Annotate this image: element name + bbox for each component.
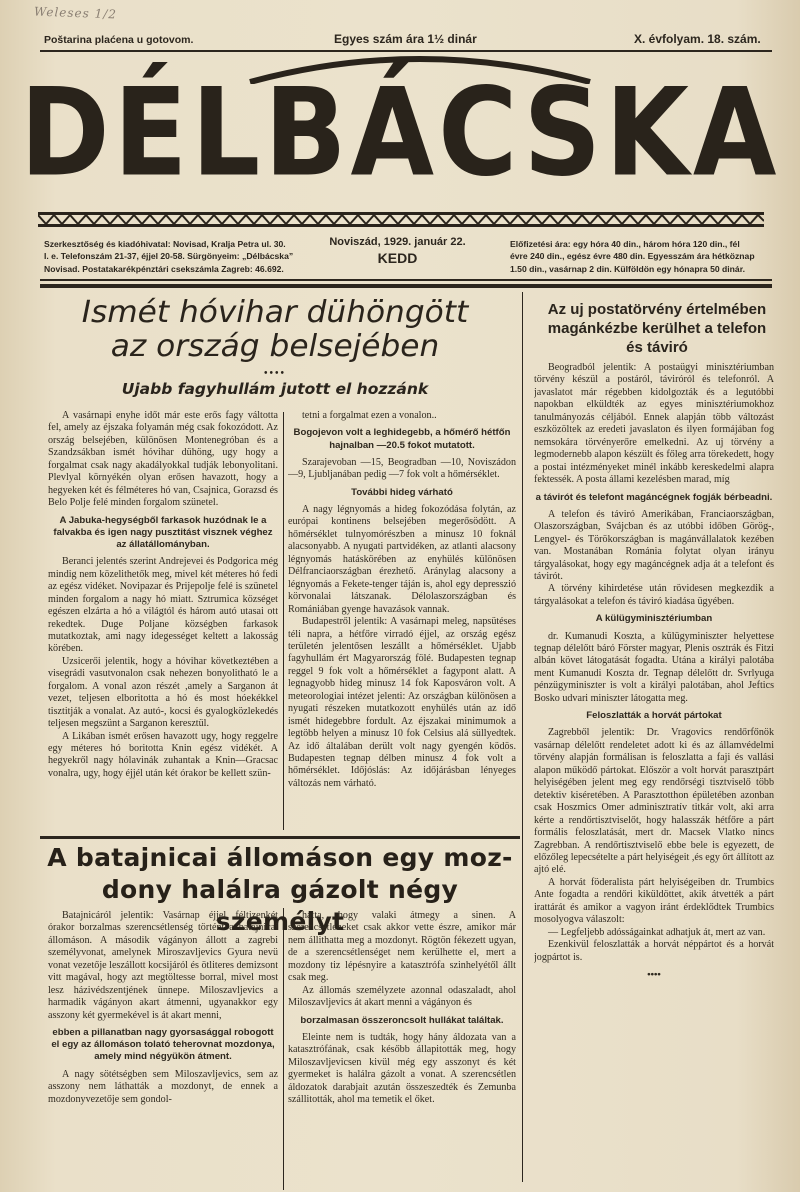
headline-1-line-2: az ország belsejében <box>110 329 440 364</box>
article-1-column-2 <box>288 410 516 832</box>
headline-1 <box>31 296 520 364</box>
date-box <box>290 236 505 266</box>
a1c2-paragraph-1: tetni a forgalmat ezen a vonalon.. <box>302 410 437 421</box>
right-headline <box>534 300 780 357</box>
right-headline-line-2: magánkézbe kerülhet a telefon <box>547 320 767 337</box>
editorial-line-3: Novisad. Postatakarékpénztári csekszámla Zagreb: 46.692. <box>44 263 284 274</box>
masthead-title: DÉLBÁCSKA <box>20 63 781 204</box>
subscription-line-1: Előfizetési ára: egy hóra 40 din., három hóra 120 din., fél <box>510 239 740 249</box>
a5-paragraph-2: A horvát föderalista párt helyiségeiben dr. Trumbics Ante fogadta a rendőri kiküldöttet, akik átvették a párt irattárát és amikor a vagyon iránt érdeklődtek Trumbics mosolyogva válaszolt: <box>534 876 774 926</box>
subscription-line-2: évre 240 din., egész évre 480 din. Egyesszám ára hétköznap <box>510 251 755 262</box>
editorial-info <box>44 238 304 275</box>
headline-2-line-2: dony halálra gázolt négy személyt <box>101 875 459 936</box>
headline-1-dots: •••• <box>263 368 286 379</box>
headline-1-line-1: Ismét hóvihar dühöngött <box>81 295 469 330</box>
a2c2-bold-heading-1: borzalmasan összeroncsolt hullákat találtak. <box>300 1014 504 1026</box>
article-2-column-1 <box>48 910 278 1186</box>
a1-paragraph-4: A Likában ismét erősen havazott ugy, hogy reggelre egy méteres hó boritotta Knin egész vidékét. A hegyekről nagy hólavinák zuhantak a Knin—Gracsac vonalra, ugy, hogy éjjél után két órakor be kellett szün- <box>48 730 278 779</box>
editorial-line-2: I. e. Telefonszám 21-37, éjjel 20-58. Sürgönyeim: „Délbácska” <box>44 251 294 262</box>
column-divider-bottom <box>283 908 284 1190</box>
a2-paragraph-2: A nagy sötétségben sem Miloszavljevics, sem az asszony nem láthatták a mozdonyt, de ennek a mozdonyvezetője sem gondol- <box>48 1068 278 1105</box>
editorial-line-1: Szerkesztőség és kiadóhivatal: Novisad, Kralja Petra ul. 30. <box>44 239 286 249</box>
right-headline-line-3: és táviró <box>626 339 688 356</box>
subheadline-1: Ujabb fagyhullám jutott el hozzánk <box>121 380 429 398</box>
a5-paragraph-1: Zagrebből jelentik: Dr. Vragovics rendőrfőnök vasárnap délelőtt rendeletet adott ki és az államvédelmi törvény alapján formálisan is feloszlatta a faji és vallási alapon működő pártokat. Először a volt horvát parasztpárt helyiségében jelent meg egy rendőrségi tisztviselő több detektiv kiséretében. A Parasztotthon épületében azonban csak Hoszmics Omer adminisztratív titkár volt, aki arra kérte a rendőrtisztviselőt, hogy halasszák hétfőre a párt formális feloszlatását, mert dr. Macsek Vlatko nincs Zagrebban. A rendőrtisztviselő ebbe bele is egyezett, de előzőleg lepecsételte a párt helyiségeit ,és egy őrt állított az ajtó elé. <box>534 727 774 876</box>
a1c2-bold-heading-2: További hideg várható <box>351 486 453 498</box>
article-2-column-2 <box>288 910 516 1186</box>
a1c2-paragraph-4: Budapestről jelentik: A vasárnapi meleg, napsütéses téli napra, a hétfőre virradó éjjel, az ország egész területén jelentősen leszállt a hőmérséklet. Ujabb fagyhullám ért Magyarország fölé. Budapesten tegnap reggel 9 fok volt a hőmérséklet a fagypont alatt. A legnagyobb hideg minusz 14 fok Kaposváron volt. A meteorologiai intézet jelenti: Az országban különösen a nyugati részeken mutatkozott enyhülés után az idő ismét hidegebbre fordult. Az éjszakai minimumok a legtöbb helyen a minusz 10 fok Celsius alá süllyedtek. Az idő általában derült volt nagy gyengén ködös. Budapesten tegnap délben minusz 4 fok volt a hőmérséklet. Időjóslás: Az időjárásban lényeges változás nem várható. <box>288 616 516 789</box>
a1c2-paragraph-2: Szarajevoban —15, Beogradban —10, Noviszádon —9, Ljubljanában pedig —7 fok volt a hőmérséklet. <box>288 456 516 481</box>
a1c2-bold-heading-1: Bogojevon volt a leghidegebb, a hőmérő hétfőn hajnalban —20.5 fokot mutatott. <box>293 427 511 451</box>
right-headline-line-1: Az uj postatörvény értelmében <box>547 301 767 318</box>
subscription-info <box>510 238 772 275</box>
a2-bold-heading-1: ebben a pillanatban nagy gyorsasággal robogott el egy az állomáson tolató teherovnat mozdonya, amely mind négyükön átment. <box>51 1027 275 1063</box>
a1-paragraph-2: Beranci jelentés szerint Andrejevei és Podgorica még mindig nem közelithetők meg, mivel két méteres hó fedi az egész vidéket. Novipazar és Prijepolje felé is szünetel minden forgalom a nagy hó miatt. Sztrumica községet egészen elzárta a hó a világtól és három autó utasai ott rekedtek. Duge Poljane községben farkasok mutatkoztak, ami nagy idegességet keltett a lakosság körében. <box>48 556 278 655</box>
volume-note: X. évfolyam. 18. szám. <box>634 32 761 46</box>
postage-note: Poštarina plaćena u gotovom. <box>44 34 194 46</box>
a3-paragraph-1: Beogradból jelentik: A postaügyi minisztériumban törvény készül a postáról, táviróról és telefonról. A javaslatot már régebben kidolgozták és a legutóbbi napokban elküldték az egyes minisztériumokhoz tanulmányozás céljából. Ennek alapján több változást eszközöltek az eredeti javaslaton és ilyen formájában fog nemsokára törvényerőre emelkedni. Az uj törvény a legmodernebb alapon készült és főleg arra törekedett, hogy a postai intézményeket minél inkább kereskedelmi alapra fektessék. A posta állami kezelésben marad, míg <box>534 362 774 486</box>
article-1-column-1 <box>48 410 278 832</box>
a1-paragraph-1: A vasárnapi enyhe időt már este erős fagy váltotta fel, amely az éjszaka folyamán még csak fokozódott. Az ország belsejében, különösen Montenegróban és a Szandzsákban ismét hóvihar dühöng, ugy hogy a forgalmat csak nagy akadályokkal tudják lebonyolitani. Plevlyal környékén olyan erősen havazott, hogy a hegyeken két és félméteres hó van, Csajnica, Gorazsd és Belo Polje felé minden forgalom szünetel. <box>48 410 278 509</box>
a3-paragraph-2: A telefon és táviró Amerikában, Franciaországban, Olaszországban, Svájcban és az utóbbi időben Görög-, Lengyel- és Törökországban is magánvállalatok kezében van. Mostanában Románia folytat olyan irányu tárgyalásokat, hogy egy magáncégnek adja át a telefont és távirót. <box>534 508 774 582</box>
a3-paragraph-3: A törvény kihirdetése után rövidesen megkezdik a tárgyalásokat a telefon és táviró kiadása ügyében. <box>534 583 774 607</box>
price-note: Egyes szám ára 1½ dinár <box>334 32 477 46</box>
a2c2-paragraph-1: hatta, hogy valaki átmegy a sinen. A szerencsétleneket csak akkor vette észre, amikor már nem állithatta meg a mozdonyt. Rögtön fékezett ugyan, de a szerencsétlenséget nem kerülhette el, mert a mozdony tiz lépésnyire a katasztrófa szinhelyétől állt csak meg. <box>288 910 516 984</box>
a2c2-paragraph-3: Eleinte nem is tudták, hogy hány áldozata van a katasztrófának, csak később állapitották meg, hogy Miloszavljevicsen kivül még egy asszonyt és két gyermeket is halálra gázolt a vonat. A szerencsétlen áldozatok darabjait azután összeszedték és Zemunba szállitották, ahol ma temetik el őket. <box>288 1031 516 1106</box>
a3-bold-heading-1: a távirót és telefont magáncégnek fogják bérbeadni. <box>535 491 773 503</box>
a1-bold-heading-1: A Jabuka-hegységből farkasok huzódnak le a falvakba és igen nagy pusztitást visznek véghez az állatállományban. <box>53 514 273 551</box>
column-divider-mid <box>283 412 284 830</box>
headline-2-line-1: A batajnicai állomáson egy moz- <box>47 843 513 872</box>
handwritten-note: Weleses 1/2 <box>33 4 118 22</box>
a5-end-dots: •••• <box>647 969 661 981</box>
a1c2-paragraph-3: A nagy légnyomás a hideg fokozódása folytán, az európai kontinens belsejében megerősödött. A hőmérséklet tulnyomórészben a minusz 10 foknál alacsonyabb. A nyugati partvidéken, az atlanti alacsony légnyomás hatáskörében az enyhülés különösen Délfranciaországban érezhető. Aránylag alacsony a légnyomás a Fekete-tenger táján is, ahol egy depresszió körvonalai látszanak. Délolaszországban és Romániában gyenge havazások vannak. <box>288 503 516 615</box>
subscription-line-3: 1.50 din., vasárnap 2 din. Külföldön egy hónapra 50 dinár. <box>510 263 745 274</box>
a4-paragraph-1: dr. Kumanudi Koszta, a külügyminiszter helyettese tegnap délelőtt báró Förster magyar, Plenis osztrák és Fitzi albán követ látogatását fogadta. Utána a királyi palotába ment Kumanudi Koszta dr. Tegnap délelőtt dr. Svrlyuga pénzügyminiszter is volt a királyi palotában, ahol Jeftics Bosko udvari miniszter látogatta meg. <box>534 630 774 704</box>
header-rule-2 <box>40 284 772 288</box>
a2-paragraph-1: Batajnicáról jelentik: Vasárnap éjjel féltizenkét órakor borzalmas szerencsétlenség történt a batajnicai állomáson. A második vágányon állott a zagrebi személyvonat, amelynek Miroszavljevics Gyura nevü vonat vezetője leszállott kocsijáról és ötliteres demizsont vitt magával, hogy azt megtöltesse borral, mivel most lesz házivédszentjének ünnepe. Miloszavljevics a harmadik vágányon akart átmenni, ugyanakkor egy asszony két gyermekével is át akart menni, <box>48 910 278 1021</box>
header-rule-1 <box>40 279 772 281</box>
issue-date: Noviszád, 1929. január 22. <box>329 236 466 248</box>
right-column <box>534 362 774 1186</box>
masthead-ornament <box>38 212 764 228</box>
issue-weekday: KEDD <box>377 250 418 266</box>
a2c2-paragraph-2: Az állomás személyzete azonnal odaszaladt, ahol Miloszavljevics át akart menni a vágányon és <box>288 984 516 1009</box>
a1-paragraph-3: Uzsicerői jelentik, hogy a hóvihar következtében a visegrádi vasutvonalon csak nehezen bonyolitható le a forgalom. A vonal azon részét ,amely a Sarganon át vezet, teljesen elboritotta a hó és most hóekékkel tisztitják a vonalat. Az autó-, kocsi és gyalogközlekedés teljesen megszünt a Sarganon keresztül. <box>48 655 278 730</box>
article-2-rule <box>40 836 520 839</box>
foreign-ministry-heading: A külügyminisztériumban <box>595 613 713 625</box>
column-divider-right <box>522 292 523 1182</box>
croat-party-heading: Feloszlatták a horvát pártokat <box>586 710 722 722</box>
a5-paragraph-4: Ezenkivül feloszlatták a horvát néppártot és a horvát jogpártot is. <box>534 939 774 963</box>
a5-paragraph-3: — Legfeljebb adósságainkat adhatjuk át, mert az van. <box>548 926 766 938</box>
